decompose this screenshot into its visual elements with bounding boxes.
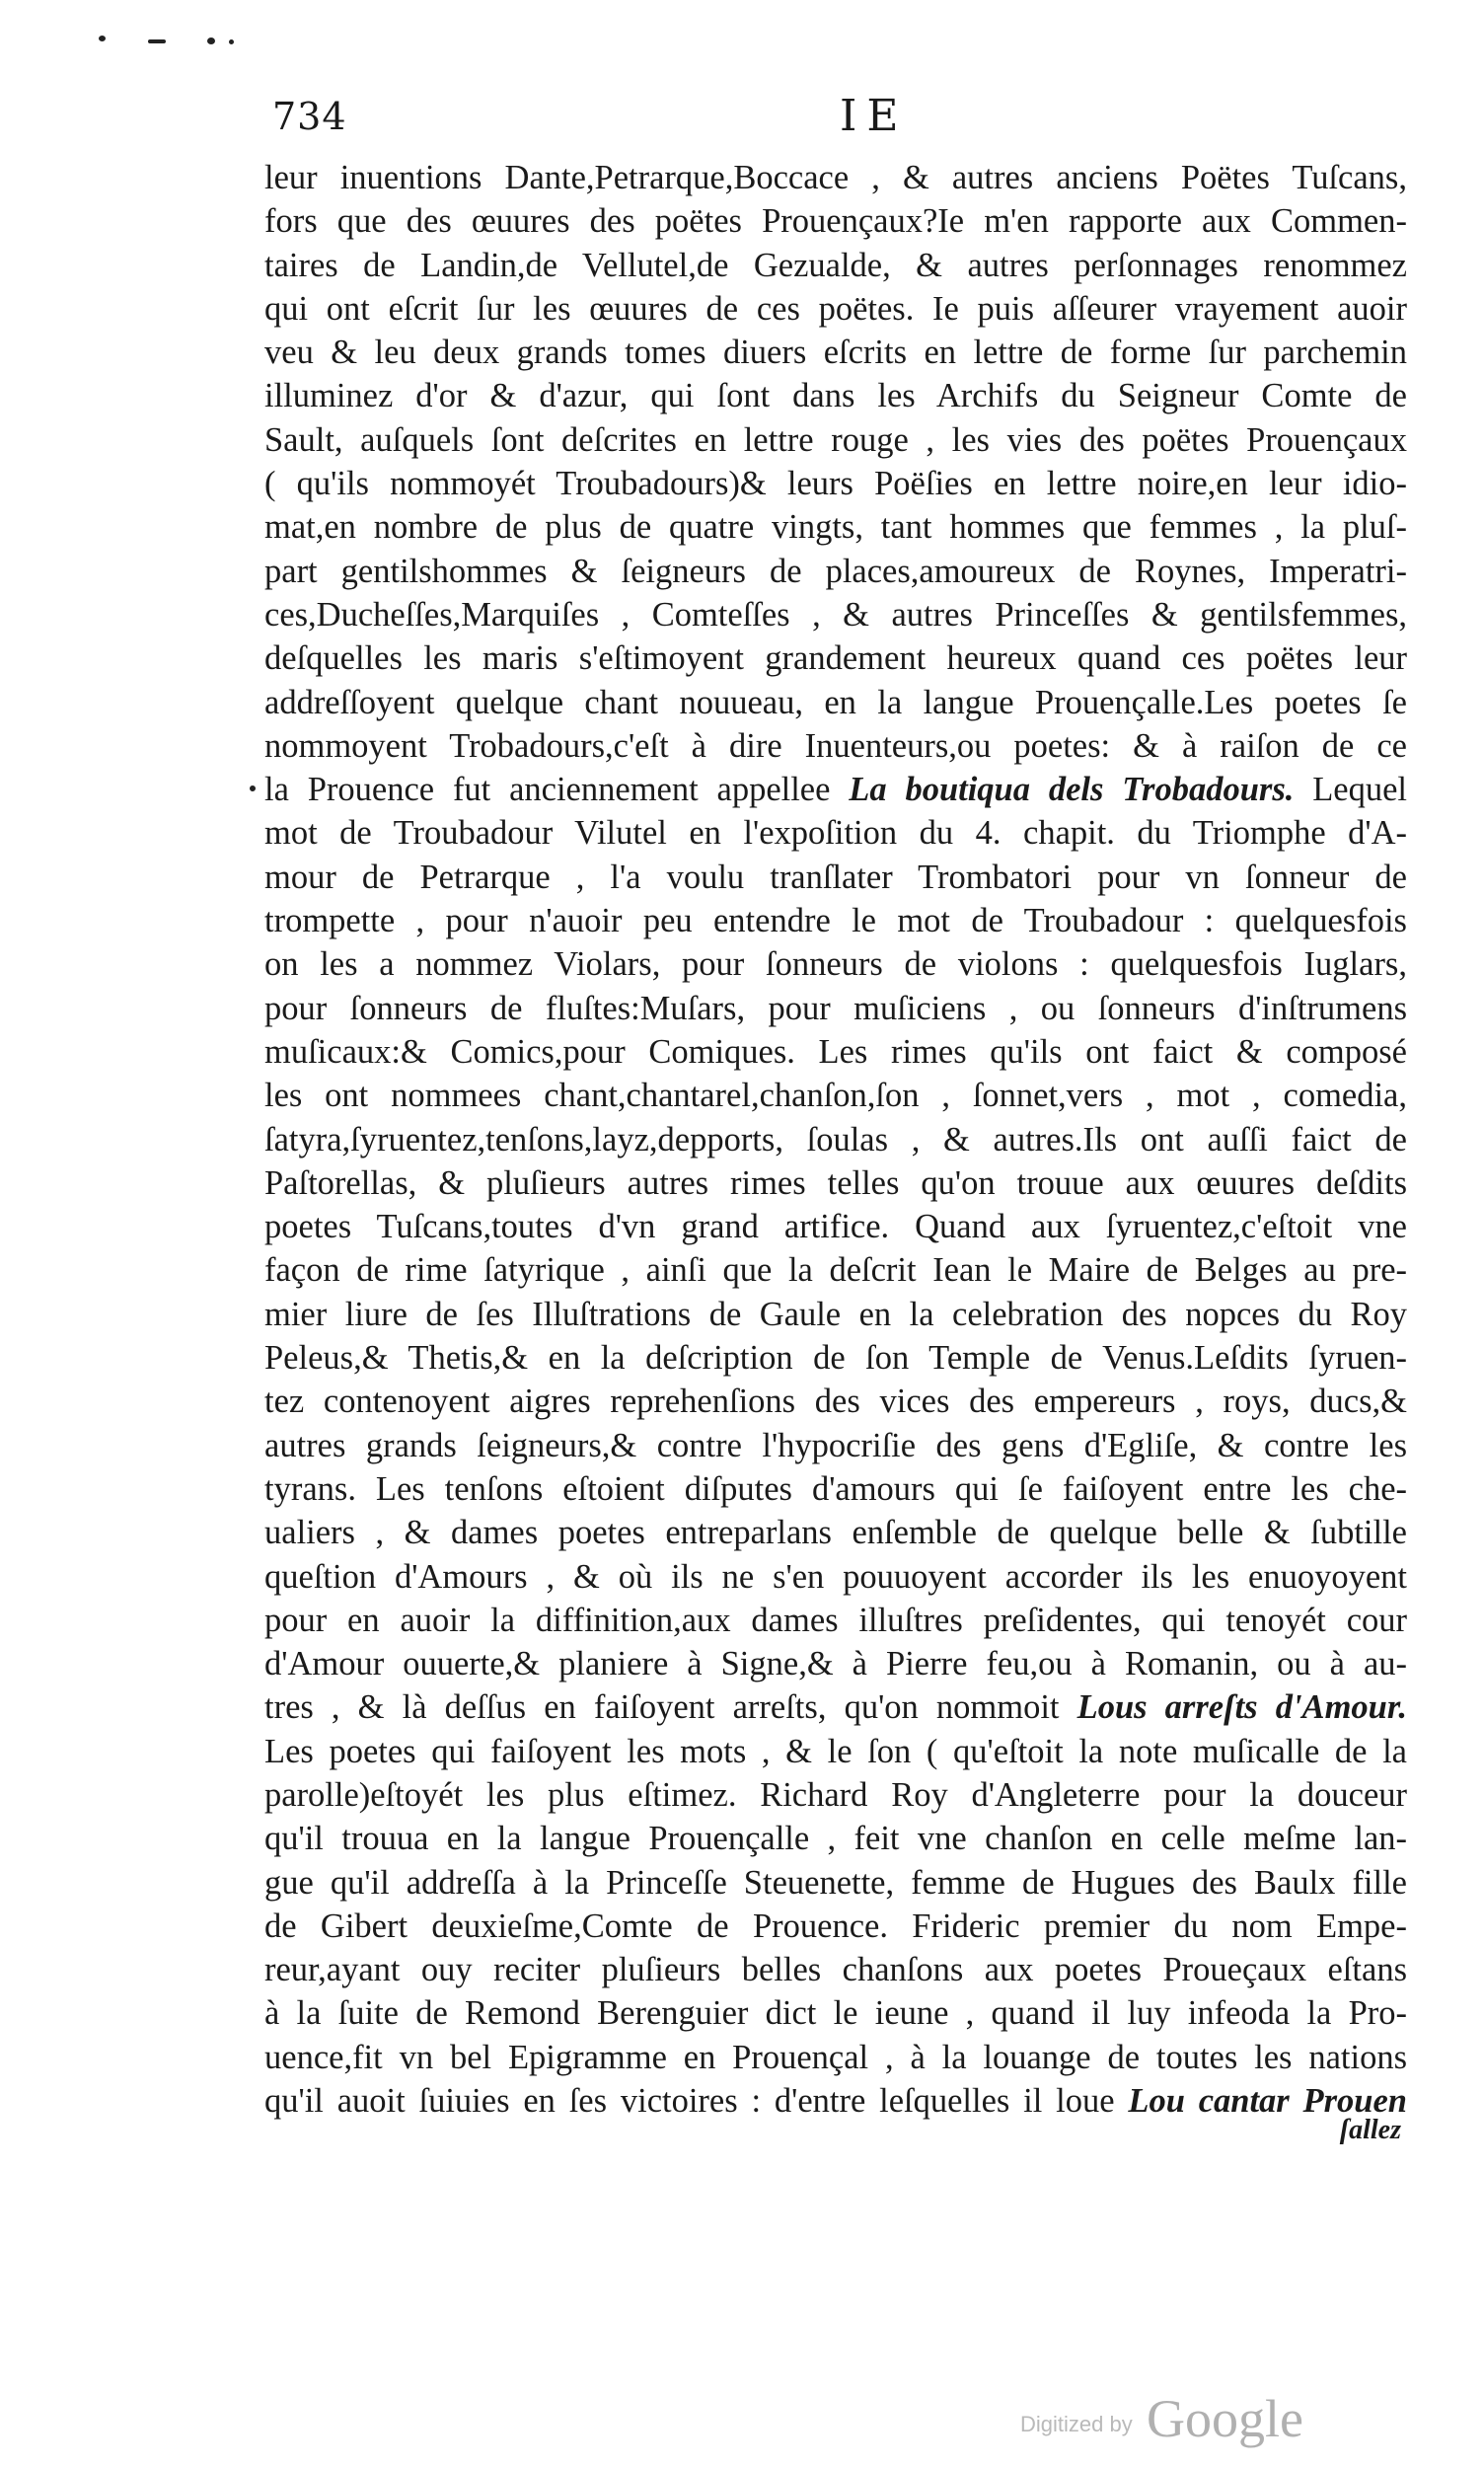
text-line: Sault, auſquels ſont deſcrites en lettre rouge , les vies des poëtes Prouençaux [264, 420, 1407, 459]
text-segment: la Prouence fut anciennement appellee [264, 771, 850, 809]
watermark-by: Digitized by [1020, 2412, 1133, 2436]
text-line: ces,Ducheſſes,Marquiſes , Comteſſes , & autres Princeſſes & gentilsfemmes, [264, 595, 1407, 634]
scan-speck [99, 36, 106, 41]
text-line: veu & leu deux grands tomes diuers eſcrits en lettre de forme ſur parchemin [264, 334, 1407, 372]
text-line: façon de rime ſatyrique , ainſi que la deſcrit Iean le Maire de Belges au pre- [264, 1251, 1407, 1290]
text-line: parolle)eſtoyét les plus eſtimez. Richard Roy d'Angleterre pour la douceur [264, 1775, 1407, 1814]
scan-speck [207, 37, 215, 44]
scan-speck [229, 39, 234, 44]
text-line: pour ſonneurs de fluſtes:Muſars, pour muſiciens , ou ſonneurs d'inſtrumens [264, 989, 1407, 1027]
text-line: les ont nommees chant,chantarel,chanſon,ſon , ſonnet,vers , mot , comedia, [264, 1077, 1407, 1115]
text-line [264, 768, 1407, 811]
text-line: trompette , pour n'auoir peu entendre le mot de Troubadour : quelquesfois [264, 902, 1407, 940]
text-line [264, 2079, 1407, 2123]
running-head: IE [840, 91, 909, 141]
text-line: on les a nommez Violars, pour ſonneurs de violons : quelquesfois Iuglars, [264, 945, 1407, 984]
text-line: Les poetes qui faiſoyent les mots , & le ſon ( qu'eſtoit la note muſicalle de la [264, 1732, 1407, 1770]
margin-mark [250, 785, 256, 791]
text-line: mot de Troubadour Vilutel en l'expoſition du 4. chapit. du Triomphe d'A- [264, 814, 1407, 853]
text-line: d'Amour ouuerte,& planiere à Signe,& à Pierre feu,ou à Romanin, ou à au- [264, 1645, 1407, 1683]
text-line: à la ſuite de Remond Berenguier dict le ieune , quand il luy infeoda la Pro- [264, 1994, 1407, 2033]
italic-phrase: Lous arreſts d'Amour. [1076, 1688, 1407, 1727]
text-segment: tres , & là deſſus en faiſoyent arreſts, qu'on nommoit [264, 1688, 1077, 1727]
scan-speck [148, 39, 166, 43]
text-line: taires de Landin,de Vellutel,de Gezualde, & autres perſonnages renommez [264, 246, 1407, 284]
text-line: qu'il trouua en la langue Prouençalle , feit vne chanſon en celle meſme lan- [264, 1820, 1407, 1858]
text-line: Peleus,& Thetis,& en la deſcription de ſon Temple de Venus.Leſdits ſyruen- [264, 1339, 1407, 1378]
text-line: poetes Tuſcans,toutes d'vn grand artifice. Quand aux ſyruentez,c'eſtoit vne [264, 1208, 1407, 1246]
text-line: deſquelles les maris s'eſtimoyent grandement heureux quand ces poëtes leur [264, 639, 1407, 678]
text-line: pour en auoir la diffinition,aux dames illuſtres preſidentes, qui tenoyét cour [264, 1601, 1407, 1639]
italic-phrase: Lou cantar Prouen [1128, 2082, 1407, 2121]
google-logo: Google [1147, 2389, 1303, 2448]
text-line: tez contenoyent aigres reprehenſions des vices des empereurs , roys, ducs,& [264, 1383, 1407, 1421]
page-number: 734 [272, 95, 347, 138]
text-line: muſicaux:& Comics,pour Comiques. Les rimes qu'ils ont faict & composé [264, 1032, 1407, 1071]
text-segment: qu'il auoit ſuiuies en ſes victoires : d'entre leſquelles il loue [264, 2082, 1129, 2121]
text-line: Paſtorellas, & pluſieurs autres rimes telles qu'on trouue aux œuures deſdits [264, 1163, 1407, 1202]
text-line: part gentilshommes & ſeigneurs de places,amoureux de Roynes, Imperatri- [264, 552, 1407, 590]
text-line: fors que des œuures des poëtes Prouençaux?Ie m'en rapporte aux Commen- [264, 202, 1407, 241]
text-line: mier liure de ſes Illuſtrations de Gaule en la celebration des nopces du Roy [264, 1295, 1407, 1333]
italic-phrase: La boutiqua dels Trobadours. [849, 771, 1295, 809]
text-line: nommoyent Trobadours,c'eſt à dire Inuenteurs,ou poetes: & à raiſon de ce [264, 726, 1407, 765]
text-line: reur,ayant ouy reciter pluſieurs belles chanſons aux poetes Proueçaux eſtans [264, 1951, 1407, 1989]
text-line: ( qu'ils nommoyét Troubadours)& leurs Poëſies en lettre noire,en leur idio- [264, 465, 1407, 503]
text-line: autres grands ſeigneurs,& contre l'hypocriſie des gens d'Egliſe, & contre les [264, 1426, 1407, 1464]
page-header [272, 91, 1407, 154]
text-line: queſtion d'Amours , & où ils ne s'en pouuoyent accorder ils les enuoyoyent [264, 1557, 1407, 1596]
text-line [264, 1685, 1407, 1729]
text-line: de Gibert deuxieſme,Comte de Prouence. Frideric premier du nom Empe- [264, 1906, 1407, 1945]
text-line: illuminez d'or & d'azur, qui ſont dans les Archifs du Seigneur Comte de [264, 377, 1407, 415]
text-line: mour de Petrarque , l'a voulu tranſlater Trombatori pour vn ſonneur de [264, 858, 1407, 896]
text-line: tyrans. Les tenſons eſtoient diſputes d'amours qui ſe faiſoyent entre les che- [264, 1469, 1407, 1508]
text-line: ſatyra,ſyruentez,tenſons,layz,depports, ſoulas , & autres.Ils ont auſſi faict de [264, 1120, 1407, 1159]
text-line: leur inuentions Dante,Petrarque,Boccace , & autres anciens Poëtes Tuſcans, [264, 159, 1407, 196]
text-line: uence,fit vn bel Epigramme en Prouençal , à la louange de toutes les nations [264, 2038, 1407, 2076]
text-segment: Lequel [1294, 771, 1407, 809]
digitized-watermark [1020, 2388, 1336, 2447]
text-line: ualiers , & dames poetes entreparlans enſemble de quelque belle & ſubtille [264, 1514, 1407, 1552]
text-line: qui ont eſcrit ſur les œuures de ces poëtes. Ie puis aſſeurer vrayement auoir [264, 289, 1407, 328]
body-text [264, 156, 1407, 2123]
catchword: ſallez [1339, 2115, 1401, 2145]
text-line: addreſſoyent quelque chant nouueau, en la langue Prouençalle.Les poetes ſe [264, 683, 1407, 721]
text-line: mat,en nombre de plus de quatre vingts, tant hommes que femmes , la pluſ- [264, 508, 1407, 547]
text-line: gue qu'il addreſſa à la Princeſſe Steuenette, femme de Hugues des Baulx fille [264, 1863, 1407, 1902]
